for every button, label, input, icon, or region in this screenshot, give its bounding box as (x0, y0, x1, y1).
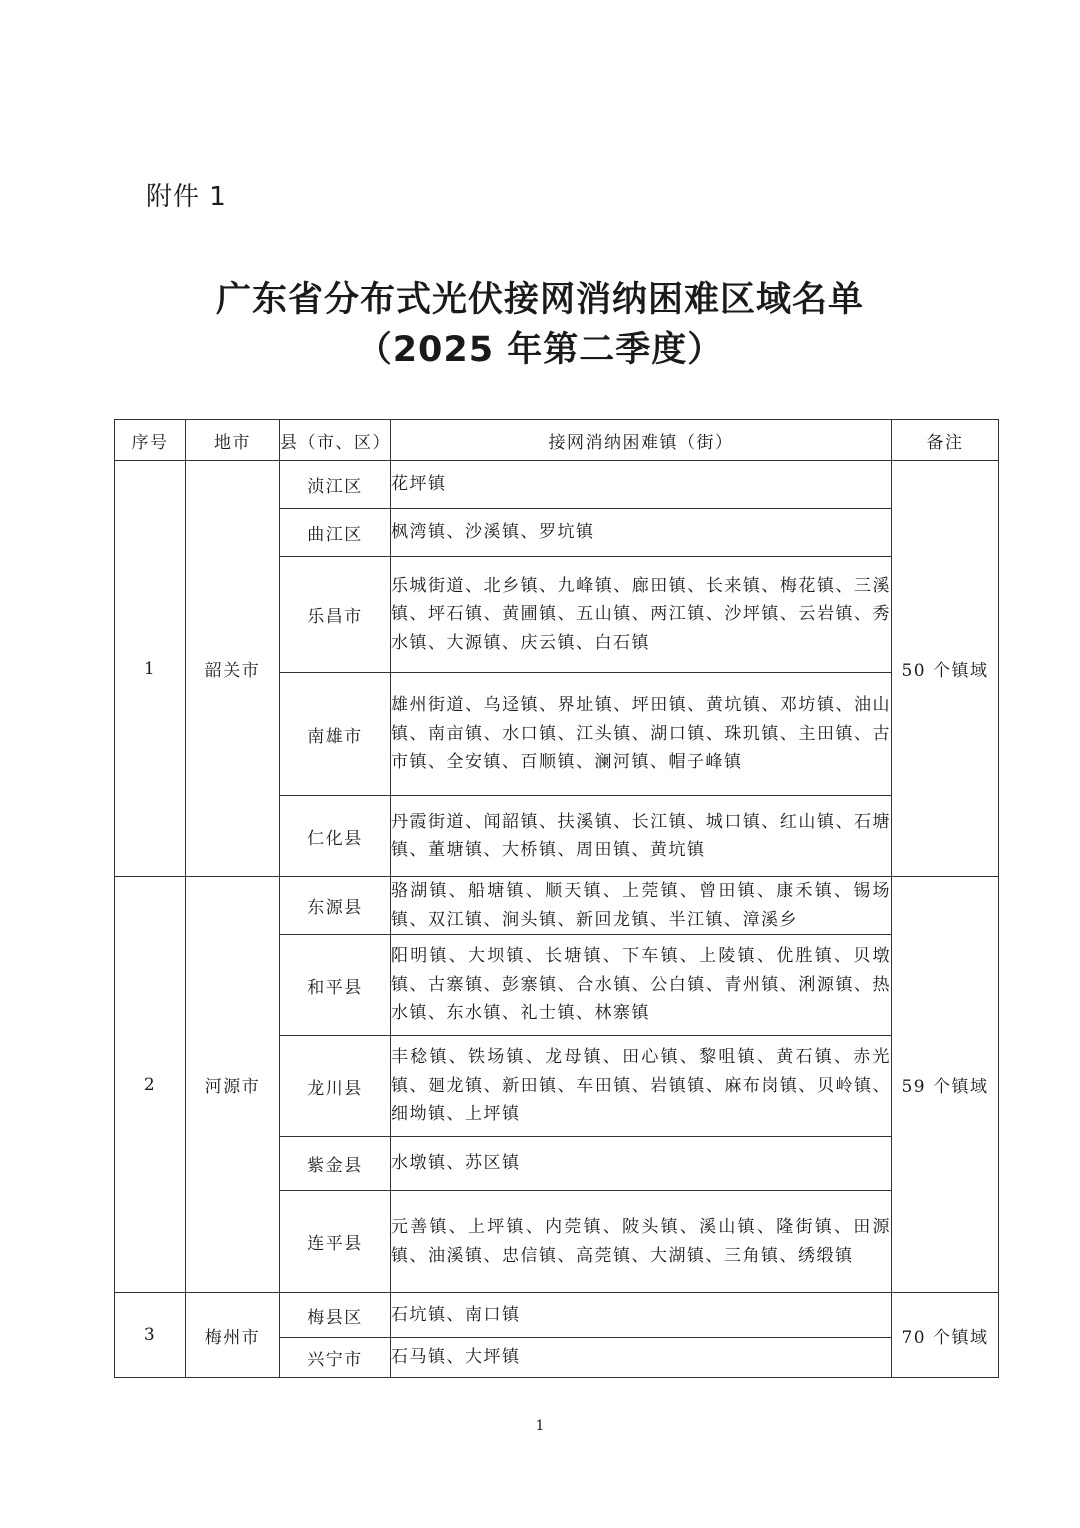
row-county: 乐昌市 (280, 557, 391, 673)
header-towns: 接网消纳困难镇（街） (391, 420, 892, 461)
row-towns: 乐城街道、北乡镇、九峰镇、廊田镇、长来镇、梅花镇、三溪镇、坪石镇、黄圃镇、五山镇、两江镇、沙坪镇、云岩镇、秀水镇、大源镇、庆云镇、白石镇 (391, 557, 892, 673)
row-towns: 骆湖镇、船塘镇、顺天镇、上莞镇、曾田镇、康禾镇、锡场镇、双江镇、涧头镇、新回龙镇、半江镇、漳溪乡 (391, 877, 892, 935)
row-county: 龙川县 (280, 1036, 391, 1137)
table-row (115, 461, 999, 509)
row-county: 曲江区 (280, 509, 391, 557)
header-city: 地市 (186, 420, 280, 461)
document-subtitle: （2025 年第二季度） (356, 330, 724, 370)
table-header-row (115, 420, 999, 461)
row-towns: 花坪镇 (391, 461, 892, 509)
page-number: 1 (535, 1418, 545, 1434)
row-county: 和平县 (280, 935, 391, 1036)
row-towns: 雄州街道、乌迳镇、界址镇、坪田镇、黄坑镇、邓坊镇、油山镇、南亩镇、水口镇、江头镇、湖口镇、珠玑镇、主田镇、古市镇、全安镇、百顺镇、澜河镇、帽子峰镇 (391, 673, 892, 796)
attachment-label: 附件 1 (146, 182, 227, 212)
document-title: 广东省分布式光伏接网消纳困难区域名单 (215, 280, 864, 320)
row-city: 河源市 (186, 877, 280, 1293)
row-towns: 丰稔镇、铁场镇、龙母镇、田心镇、黎咀镇、黄石镇、赤光镇、廻龙镇、新田镇、车田镇、岩镇镇、麻布岗镇、贝岭镇、细坳镇、上坪镇 (391, 1036, 892, 1137)
row-city: 韶关市 (186, 461, 280, 877)
table-row (115, 1293, 999, 1338)
row-towns: 丹霞街道、闻韶镇、扶溪镇、长江镇、城口镇、红山镇、石塘镇、董塘镇、大桥镇、周田镇、黄坑镇 (391, 796, 892, 877)
row-county: 东源县 (280, 877, 391, 935)
row-county: 兴宁市 (280, 1338, 391, 1378)
header-index: 序号 (115, 420, 186, 461)
row-note: 59 个镇域 (892, 877, 999, 1293)
table-row (115, 877, 999, 935)
row-note: 50 个镇域 (892, 461, 999, 877)
row-county: 南雄市 (280, 673, 391, 796)
row-county: 浈江区 (280, 461, 391, 509)
difficult-areas-table (114, 419, 999, 1378)
row-county: 仁化县 (280, 796, 391, 877)
row-towns: 元善镇、上坪镇、内莞镇、陂头镇、溪山镇、隆街镇、田源镇、油溪镇、忠信镇、高莞镇、大湖镇、三角镇、绣缎镇 (391, 1191, 892, 1293)
row-county: 连平县 (280, 1191, 391, 1293)
row-index: 1 (115, 461, 186, 877)
row-index: 2 (115, 877, 186, 1293)
row-note: 70 个镇域 (892, 1293, 999, 1378)
row-towns: 石坑镇、南口镇 (391, 1293, 892, 1338)
row-county: 紫金县 (280, 1137, 391, 1191)
row-towns: 枫湾镇、沙溪镇、罗坑镇 (391, 509, 892, 557)
row-city: 梅州市 (186, 1293, 280, 1378)
row-index: 3 (115, 1293, 186, 1378)
row-towns: 水墩镇、苏区镇 (391, 1137, 892, 1191)
header-note: 备注 (892, 420, 999, 461)
row-county: 梅县区 (280, 1293, 391, 1338)
row-towns: 石马镇、大坪镇 (391, 1338, 892, 1378)
row-towns: 阳明镇、大坝镇、长塘镇、下车镇、上陵镇、优胜镇、贝墩镇、古寨镇、彭寨镇、合水镇、公白镇、青州镇、浰源镇、热水镇、东水镇、礼士镇、林寨镇 (391, 935, 892, 1036)
header-county: 县（市、区） (280, 420, 391, 461)
